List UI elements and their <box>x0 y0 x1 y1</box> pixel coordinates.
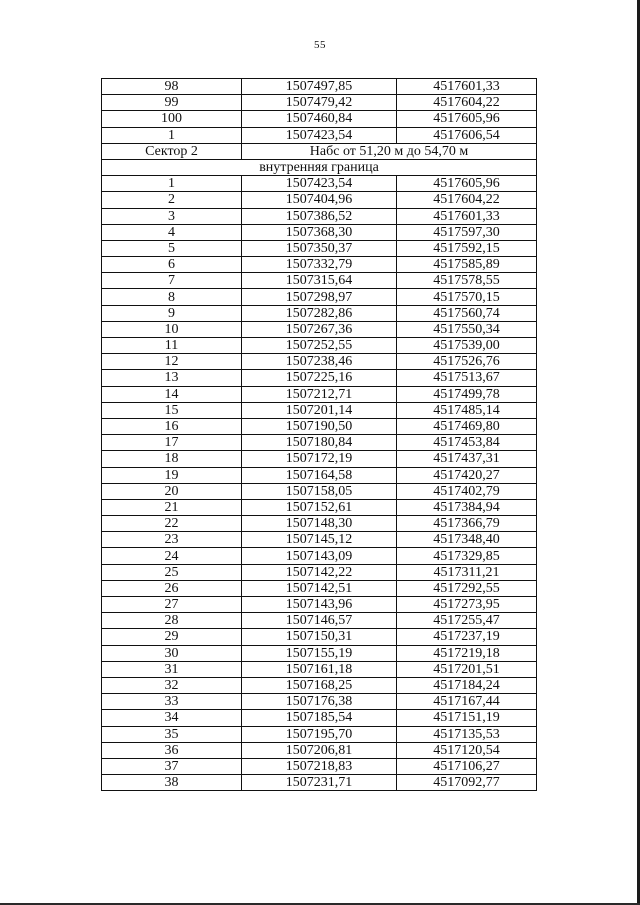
x-coordinate: 1507497,85 <box>242 79 397 95</box>
point-number: 35 <box>102 726 242 742</box>
y-coordinate: 4517092,77 <box>397 775 537 791</box>
table-row <box>102 289 537 305</box>
y-coordinate: 4517606,54 <box>397 127 537 143</box>
point-number: 31 <box>102 661 242 677</box>
table-row <box>102 580 537 596</box>
point-number: 11 <box>102 338 242 354</box>
y-coordinate: 4517585,89 <box>397 257 537 273</box>
table-row <box>102 224 537 240</box>
y-coordinate: 4517348,40 <box>397 532 537 548</box>
x-coordinate: 1507332,79 <box>242 257 397 273</box>
table-row <box>102 726 537 742</box>
y-coordinate: 4517570,15 <box>397 289 537 305</box>
x-coordinate: 1507190,50 <box>242 418 397 434</box>
y-coordinate: 4517384,94 <box>397 499 537 515</box>
x-coordinate: 1507195,70 <box>242 726 397 742</box>
x-coordinate: 1507267,36 <box>242 321 397 337</box>
table-row <box>102 305 537 321</box>
x-coordinate: 1507155,19 <box>242 645 397 661</box>
y-coordinate: 4517513,67 <box>397 370 537 386</box>
x-coordinate: 1507315,64 <box>242 273 397 289</box>
sector-header <box>102 143 537 175</box>
y-coordinate: 4517219,18 <box>397 645 537 661</box>
y-coordinate: 4517292,55 <box>397 580 537 596</box>
y-coordinate: 4517135,53 <box>397 726 537 742</box>
point-number: 17 <box>102 435 242 451</box>
table-row <box>102 176 537 192</box>
y-coordinate: 4517578,55 <box>397 273 537 289</box>
point-number: 14 <box>102 386 242 402</box>
table-row <box>102 435 537 451</box>
x-coordinate: 1507142,22 <box>242 564 397 580</box>
x-coordinate: 1507423,54 <box>242 176 397 192</box>
table-row <box>102 418 537 434</box>
table-row <box>102 613 537 629</box>
boundary-row <box>102 159 537 175</box>
table-row <box>102 321 537 337</box>
y-coordinate: 4517366,79 <box>397 516 537 532</box>
point-number: 7 <box>102 273 242 289</box>
y-coordinate: 4517329,85 <box>397 548 537 564</box>
y-coordinate: 4517120,54 <box>397 742 537 758</box>
y-coordinate: 4517601,33 <box>397 79 537 95</box>
y-coordinate: 4517550,34 <box>397 321 537 337</box>
table-row <box>102 645 537 661</box>
x-coordinate: 1507168,25 <box>242 677 397 693</box>
y-coordinate: 4517420,27 <box>397 467 537 483</box>
coordinates-table <box>101 78 537 791</box>
y-coordinate: 4517601,33 <box>397 208 537 224</box>
table-row <box>102 273 537 289</box>
x-coordinate: 1507225,16 <box>242 370 397 386</box>
x-coordinate: 1507164,58 <box>242 467 397 483</box>
x-coordinate: 1507231,71 <box>242 775 397 791</box>
y-coordinate: 4517499,78 <box>397 386 537 402</box>
point-number: 98 <box>102 79 242 95</box>
x-coordinate: 1507143,96 <box>242 597 397 613</box>
table-row <box>102 677 537 693</box>
y-coordinate: 4517184,24 <box>397 677 537 693</box>
x-coordinate: 1507404,96 <box>242 192 397 208</box>
table-row <box>102 208 537 224</box>
table-row <box>102 661 537 677</box>
point-number: 1 <box>102 176 242 192</box>
x-coordinate: 1507172,19 <box>242 451 397 467</box>
table-row <box>102 257 537 273</box>
x-coordinate: 1507161,18 <box>242 661 397 677</box>
x-coordinate: 1507148,30 <box>242 516 397 532</box>
table-row <box>102 240 537 256</box>
table-row <box>102 516 537 532</box>
y-coordinate: 4517539,00 <box>397 338 537 354</box>
x-coordinate: 1507218,83 <box>242 758 397 774</box>
y-coordinate: 4517255,47 <box>397 613 537 629</box>
table-row <box>102 694 537 710</box>
table-row <box>102 597 537 613</box>
y-coordinate: 4517592,15 <box>397 240 537 256</box>
point-number: 29 <box>102 629 242 645</box>
y-coordinate: 4517560,74 <box>397 305 537 321</box>
point-number: 1 <box>102 127 242 143</box>
point-number: 8 <box>102 289 242 305</box>
x-coordinate: 1507176,38 <box>242 694 397 710</box>
point-number: 9 <box>102 305 242 321</box>
point-number: 22 <box>102 516 242 532</box>
table-row <box>102 370 537 386</box>
y-coordinate: 4517167,44 <box>397 694 537 710</box>
table-row <box>102 629 537 645</box>
table-row <box>102 127 537 143</box>
point-number: 99 <box>102 95 242 111</box>
x-coordinate: 1507479,42 <box>242 95 397 111</box>
point-number: 20 <box>102 483 242 499</box>
y-coordinate: 4517273,95 <box>397 597 537 613</box>
point-number: 27 <box>102 597 242 613</box>
table-row <box>102 564 537 580</box>
point-number: 6 <box>102 257 242 273</box>
point-number: 13 <box>102 370 242 386</box>
boundary-label: внутренняя граница <box>102 159 537 175</box>
point-number: 15 <box>102 402 242 418</box>
point-number: 24 <box>102 548 242 564</box>
point-number: 25 <box>102 564 242 580</box>
x-coordinate: 1507145,12 <box>242 532 397 548</box>
y-coordinate: 4517469,80 <box>397 418 537 434</box>
point-number: 36 <box>102 742 242 758</box>
rows-after <box>102 176 537 791</box>
table-row <box>102 79 537 95</box>
table-row <box>102 95 537 111</box>
table-row <box>102 758 537 774</box>
point-number: 30 <box>102 645 242 661</box>
point-number: 2 <box>102 192 242 208</box>
table-row <box>102 483 537 499</box>
y-coordinate: 4517526,76 <box>397 354 537 370</box>
point-number: 3 <box>102 208 242 224</box>
y-coordinate: 4517402,79 <box>397 483 537 499</box>
table-row <box>102 532 537 548</box>
x-coordinate: 1507146,57 <box>242 613 397 629</box>
table-row <box>102 402 537 418</box>
y-coordinate: 4517597,30 <box>397 224 537 240</box>
sector-row <box>102 143 537 159</box>
x-coordinate: 1507206,81 <box>242 742 397 758</box>
x-coordinate: 1507185,54 <box>242 710 397 726</box>
point-number: 26 <box>102 580 242 596</box>
table-row <box>102 499 537 515</box>
y-coordinate: 4517437,31 <box>397 451 537 467</box>
point-number: 100 <box>102 111 242 127</box>
table-row <box>102 775 537 791</box>
table-row <box>102 111 537 127</box>
x-coordinate: 1507460,84 <box>242 111 397 127</box>
table-row <box>102 451 537 467</box>
point-number: 21 <box>102 499 242 515</box>
point-number: 38 <box>102 775 242 791</box>
x-coordinate: 1507423,54 <box>242 127 397 143</box>
table-row <box>102 548 537 564</box>
x-coordinate: 1507212,71 <box>242 386 397 402</box>
point-number: 12 <box>102 354 242 370</box>
x-coordinate: 1507298,97 <box>242 289 397 305</box>
point-number: 18 <box>102 451 242 467</box>
x-coordinate: 1507386,52 <box>242 208 397 224</box>
point-number: 4 <box>102 224 242 240</box>
y-coordinate: 4517485,14 <box>397 402 537 418</box>
sector-height-range: Набс от 51,20 м до 54,70 м <box>242 143 537 159</box>
x-coordinate: 1507150,31 <box>242 629 397 645</box>
rows-before <box>102 79 537 144</box>
table-row <box>102 467 537 483</box>
x-coordinate: 1507180,84 <box>242 435 397 451</box>
y-coordinate: 4517453,84 <box>397 435 537 451</box>
page-number: 55 <box>314 39 326 51</box>
x-coordinate: 1507152,61 <box>242 499 397 515</box>
y-coordinate: 4517311,21 <box>397 564 537 580</box>
x-coordinate: 1507143,09 <box>242 548 397 564</box>
point-number: 19 <box>102 467 242 483</box>
y-coordinate: 4517604,22 <box>397 192 537 208</box>
table-row <box>102 710 537 726</box>
x-coordinate: 1507252,55 <box>242 338 397 354</box>
x-coordinate: 1507282,86 <box>242 305 397 321</box>
point-number: 32 <box>102 677 242 693</box>
x-coordinate: 1507142,51 <box>242 580 397 596</box>
x-coordinate: 1507368,30 <box>242 224 397 240</box>
point-number: 34 <box>102 710 242 726</box>
table-row <box>102 742 537 758</box>
point-number: 16 <box>102 418 242 434</box>
y-coordinate: 4517151,19 <box>397 710 537 726</box>
point-number: 37 <box>102 758 242 774</box>
table-row <box>102 192 537 208</box>
x-coordinate: 1507350,37 <box>242 240 397 256</box>
table-row <box>102 354 537 370</box>
table-row <box>102 338 537 354</box>
x-coordinate: 1507238,46 <box>242 354 397 370</box>
point-number: 23 <box>102 532 242 548</box>
table-row <box>102 386 537 402</box>
x-coordinate: 1507158,05 <box>242 483 397 499</box>
sector-label: Сектор 2 <box>102 143 242 159</box>
point-number: 33 <box>102 694 242 710</box>
point-number: 5 <box>102 240 242 256</box>
y-coordinate: 4517237,19 <box>397 629 537 645</box>
point-number: 28 <box>102 613 242 629</box>
y-coordinate: 4517604,22 <box>397 95 537 111</box>
y-coordinate: 4517201,51 <box>397 661 537 677</box>
y-coordinate: 4517605,96 <box>397 176 537 192</box>
y-coordinate: 4517605,96 <box>397 111 537 127</box>
y-coordinate: 4517106,27 <box>397 758 537 774</box>
x-coordinate: 1507201,14 <box>242 402 397 418</box>
point-number: 10 <box>102 321 242 337</box>
